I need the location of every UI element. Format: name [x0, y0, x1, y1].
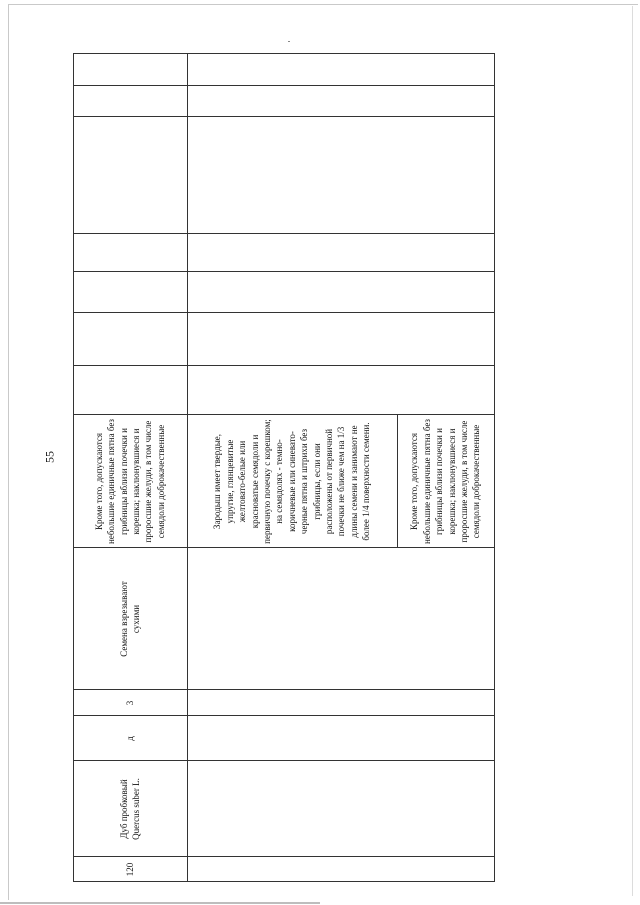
scan-speck	[288, 41, 290, 42]
column-divider	[73, 116, 495, 117]
scan-edge	[632, 6, 633, 896]
page-number: 55	[42, 451, 57, 463]
species-cell: Дуб пробковый Quercus suber L.	[118, 778, 141, 840]
scan-edge	[0, 902, 320, 904]
column-divider	[73, 85, 495, 86]
column-divider	[73, 271, 495, 272]
column-divider	[73, 365, 495, 366]
row-number-cell: 120	[124, 862, 135, 877]
note-top-cell: Кроме того, допускаются небольшие единичные пятна без грибницы вблизи почечки и корешка; наклюнувшиеся и проросшие желуди, в том числе семядоли доброкачественные	[93, 419, 166, 544]
description-cell: Зародыш имеет твердые, упругие, глянцевитые желтовато-белые или красноватые семядоли и первичную почечку с корешком; на семядолях - темно-коричневые или синевато-черные пятна и штрихи без грибницы, если они расположены от первичной почечки не ближе чем на 1/3 длины семени и занимают не более 1/4 поверхности семени.	[212, 419, 372, 544]
scan-edge	[8, 4, 9, 900]
rotated-table-body	[73, 53, 495, 882]
scan-edge	[8, 4, 638, 5]
table-border	[73, 53, 495, 54]
table-border	[494, 53, 495, 882]
data-table	[73, 53, 495, 882]
digit-cell: 3	[124, 700, 135, 706]
note-bottom-cell: Кроме того, допускаются небольшие единичные пятна без грибницы вблизи почечки и корешка; наклюнувшиеся и проросшие желуди, в том числе семядоли доброкачественные	[409, 419, 482, 544]
condition-cell: Семена взрезывают сухими	[118, 581, 141, 657]
column-divider	[73, 233, 495, 234]
column-divider	[73, 312, 495, 313]
letter-cell: д	[124, 736, 135, 741]
